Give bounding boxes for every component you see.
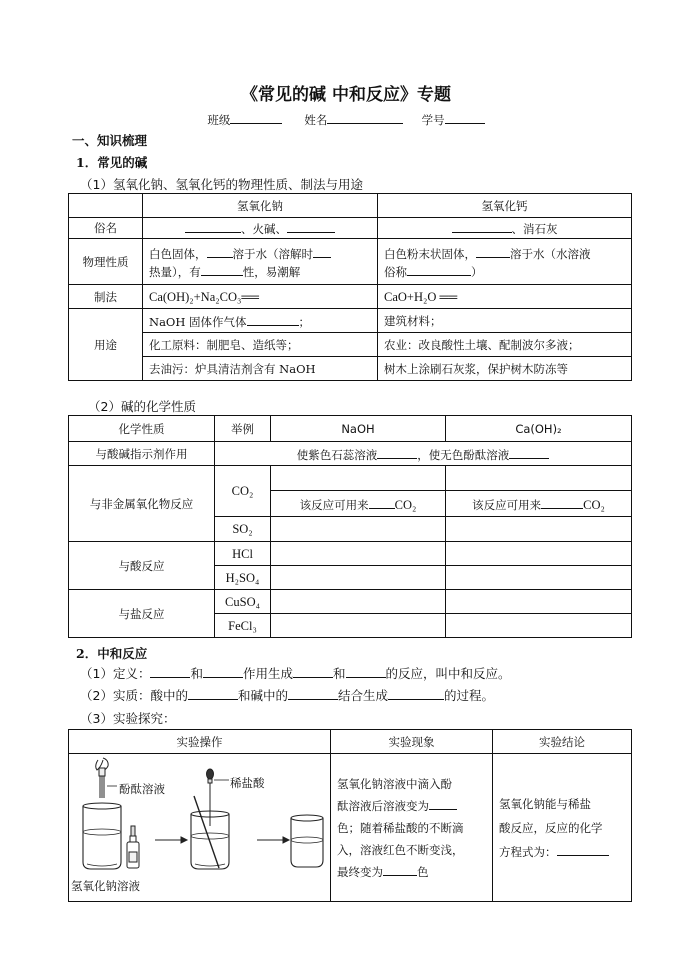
concl-line-3	[499, 840, 625, 864]
experiment-diagram-cell	[69, 754, 331, 902]
caoh2-co2-formula: CO₂	[583, 497, 605, 512]
essence-b: 和碱中的	[237, 688, 288, 703]
naoh-co2-use-cell	[271, 491, 446, 517]
phen-5b: 色	[417, 864, 429, 879]
caoh2-phys-c: 俗称	[384, 264, 407, 279]
example-hcl: HCl	[215, 542, 271, 566]
nonmetal-oxide-label: 与非金属氧化物反应	[69, 466, 215, 542]
phen-2a: 酞溶液后溶液变为	[337, 798, 429, 813]
caoh2-use-2: 农业：改良酸性土壤、配制波尔多液；	[378, 333, 632, 357]
example-fecl3: FeCl₃	[215, 614, 271, 638]
caoh2-co2-use-blank[interactable]	[541, 495, 583, 509]
acid-reaction-label: 与酸反应	[69, 542, 215, 590]
naoh-co2-equation-cell[interactable]	[271, 466, 446, 491]
chemical-properties-table	[68, 415, 632, 638]
caoh2-use-3: 树木上涂刷石灰浆，保护树木防冻等	[378, 357, 632, 381]
caoh2-co2-use-text: 该反应可用来	[472, 497, 542, 512]
conclusion-cell	[493, 754, 632, 902]
row-label-physical: 物理性质	[69, 239, 143, 285]
caoh2-prep-equation: CaO+H₂O ══	[378, 285, 632, 309]
essence-blank-3[interactable]	[388, 686, 444, 700]
naoh-name-sep: 、火碱、	[241, 222, 287, 236]
label-hydrochloric-acid: 稀盐酸	[230, 776, 265, 790]
naoh-heat-blank[interactable]	[313, 244, 331, 258]
row-label-common-name: 俗名	[69, 218, 143, 239]
essence-d: 的过程。	[444, 688, 495, 703]
naoh-property-blank[interactable]	[201, 262, 243, 276]
naoh-phys-c: 热量），有	[149, 264, 201, 279]
example-so2: SO₂	[215, 517, 271, 542]
naoh-phys-d: 性，易潮解	[242, 264, 301, 279]
def-blank-3[interactable]	[293, 664, 333, 678]
caoh2-phys-d: ）	[471, 264, 483, 279]
caoh2-so2-cell[interactable]	[446, 517, 632, 542]
def-c: 作用生成	[242, 666, 293, 681]
indicator-text-a: 使紫色石蕊溶液	[296, 447, 378, 462]
student-info-line	[0, 111, 692, 128]
class-label: 班级	[207, 113, 231, 127]
phen-line-1: 氢氧化钠溶液中滴入酚	[337, 776, 452, 791]
naoh-phys-a: 白色固体，	[149, 246, 207, 261]
header-property: 化学性质	[69, 416, 215, 442]
naoh-fecl3-cell[interactable]	[271, 614, 446, 638]
salt-reaction-label: 与盐反应	[69, 590, 215, 638]
caoh2-fecl3-cell[interactable]	[446, 614, 632, 638]
caoh2-phys-b: 溶于水（水溶液	[510, 246, 591, 261]
essence-blank-2[interactable]	[288, 686, 338, 700]
arrow-2-icon	[257, 837, 289, 843]
naoh-use-2: 化工原料：制肥皂、造纸等；	[143, 333, 378, 357]
name-blank[interactable]	[327, 111, 403, 124]
id-label: 学号	[421, 113, 445, 127]
naoh-use-1	[143, 309, 378, 333]
arrow-1-icon	[155, 837, 187, 843]
phen-line-4: 入，溶液红色不断变浅，	[337, 842, 464, 857]
concl-line-2: 酸反应，反应的化学	[499, 820, 603, 835]
caoh2-common-name-cell	[378, 218, 632, 239]
naoh-cuso4-cell[interactable]	[271, 590, 446, 614]
naoh-co2-use-text: 该反应可用来	[299, 497, 369, 512]
naoh-use-1a: NaOH 固体作气体	[149, 314, 247, 329]
naoh-physical-cell	[143, 239, 378, 285]
col-header-naoh: 氢氧化钠	[143, 194, 378, 218]
naoh-hcl-cell[interactable]	[271, 542, 446, 566]
phenolphthalein-color-blank[interactable]	[509, 445, 549, 459]
caoh2-h2so4-cell[interactable]	[446, 566, 632, 590]
class-blank[interactable]	[230, 111, 282, 124]
def-blank-4[interactable]	[346, 664, 386, 678]
naoh-prep-equation: Ca(OH)₂+Na₂CO₃══	[143, 285, 378, 309]
physical-properties-table	[68, 193, 632, 381]
concl-line-1: 氢氧化钠能与稀盐	[499, 796, 591, 811]
caoh2-cuso4-cell[interactable]	[446, 590, 632, 614]
def-blank-1[interactable]	[150, 664, 190, 678]
row-label-use-top	[69, 309, 143, 333]
litmus-color-blank[interactable]	[377, 445, 417, 459]
phenomenon-cell	[331, 754, 493, 902]
caoh2-name-suffix: 、消石灰	[511, 222, 558, 236]
subsection-physical-heading: （1）氢氧化钠、氢氧化钙的物理性质、制法与用途	[80, 177, 363, 192]
def-e: 的反应，叫中和反应。	[385, 666, 511, 681]
example-co2: CO₂	[215, 466, 271, 517]
naoh-co2-formula: CO₂	[394, 497, 417, 512]
header-naoh: NaOH	[271, 416, 446, 442]
header-operation: 实验操作	[69, 730, 331, 754]
section-neutralization-heading: 2．中和反应	[76, 646, 148, 661]
def-blank-2[interactable]	[203, 664, 243, 678]
row-label-use: 用途	[69, 333, 143, 357]
header-phenomenon: 实验现象	[331, 730, 493, 754]
caoh2-solubility-blank[interactable]	[476, 244, 510, 258]
caoh2-name-blank[interactable]	[452, 219, 512, 233]
caoh2-phys-a: 白色粉末状固体，	[384, 246, 476, 261]
naoh-use-3: 去油污：炉具清洁剂含有 NaOH	[143, 357, 378, 381]
beaker-3-icon	[291, 815, 323, 867]
indicator-text-b: ，使无色酚酞溶液	[417, 447, 510, 462]
phen-line-5	[337, 861, 486, 883]
naoh-name-blank-2[interactable]	[287, 219, 335, 233]
example-h2so4: H₂SO₄	[215, 566, 271, 590]
naoh-use-blank[interactable]	[247, 312, 299, 326]
phenolphthalein-dropper-icon	[96, 758, 108, 798]
definition-line	[80, 664, 511, 682]
naoh-common-name-cell	[143, 218, 378, 239]
caoh2-hcl-cell[interactable]	[446, 542, 632, 566]
caoh2-use-1: 建筑材料；	[378, 309, 632, 333]
label-naoh-solution: 氢氧化钠溶液	[71, 879, 140, 893]
section-knowledge-heading: 一、知识梳理	[72, 133, 148, 148]
indicator-label: 与酸碱指示剂作用	[69, 442, 215, 466]
phen-5a: 最终变为	[337, 864, 383, 879]
section-common-bases-heading: 1．常见的碱	[76, 155, 148, 170]
naoh-use-1b: ；	[298, 314, 311, 329]
essence-blank-1[interactable]	[188, 686, 238, 700]
header-conclusion: 实验结论	[493, 730, 632, 754]
col-header-caoh2: 氢氧化钙	[378, 194, 632, 218]
concl-3: 方程式为：	[499, 844, 557, 859]
experiment-heading: （3）实验探究：	[80, 711, 176, 726]
naoh-co2-use-blank[interactable]	[369, 495, 395, 509]
indicator-cell	[215, 442, 632, 466]
equation-blank[interactable]	[557, 842, 609, 856]
caoh2-physical-cell	[378, 239, 632, 285]
essence-a: （2）实质：酸中的	[80, 688, 188, 703]
caoh2-co2-use-cell	[446, 491, 632, 517]
id-blank[interactable]	[445, 111, 485, 124]
naoh-phys-b: 溶于水（溶解时	[232, 246, 313, 261]
naoh-so2-cell[interactable]	[271, 517, 446, 542]
caoh2-co2-equation-cell[interactable]	[446, 466, 632, 491]
header-example: 举例	[215, 416, 271, 442]
subsection-chemical-heading: （2）碱的化学性质	[88, 399, 196, 414]
page-title: 《常见的碱 中和反应》专题	[241, 85, 451, 105]
naoh-solubility-blank[interactable]	[207, 244, 233, 258]
naoh-name-blank-1[interactable]	[185, 219, 241, 233]
glass-rod-icon	[194, 796, 219, 868]
def-d: 和	[332, 666, 346, 681]
row-label-prep: 制法	[69, 285, 143, 309]
row-label-use-bottom	[69, 357, 143, 381]
experiment-table	[68, 729, 632, 902]
name-label: 姓名	[304, 113, 328, 127]
header-caoh2: Ca(OH)₂	[446, 416, 632, 442]
def-b: 和	[190, 666, 203, 681]
beaker-1-icon	[83, 803, 121, 869]
def-a: （1）定义：	[80, 666, 151, 681]
essence-line	[80, 686, 494, 704]
phen-line-3: 色；随着稀盐酸的不断滴	[337, 820, 464, 835]
reagent-bottle-icon	[127, 826, 139, 868]
phen-color-blank-2[interactable]	[383, 862, 417, 876]
example-cuso4: CuSO₄	[215, 590, 271, 614]
phen-line-2	[337, 795, 486, 817]
phen-color-blank-1[interactable]	[429, 796, 457, 810]
essence-c: 结合生成	[337, 688, 388, 703]
caoh2-solution-name-blank[interactable]	[407, 262, 471, 276]
label-phenolphthalein: 酚酞溶液	[119, 782, 165, 796]
naoh-h2so4-cell[interactable]	[271, 566, 446, 590]
